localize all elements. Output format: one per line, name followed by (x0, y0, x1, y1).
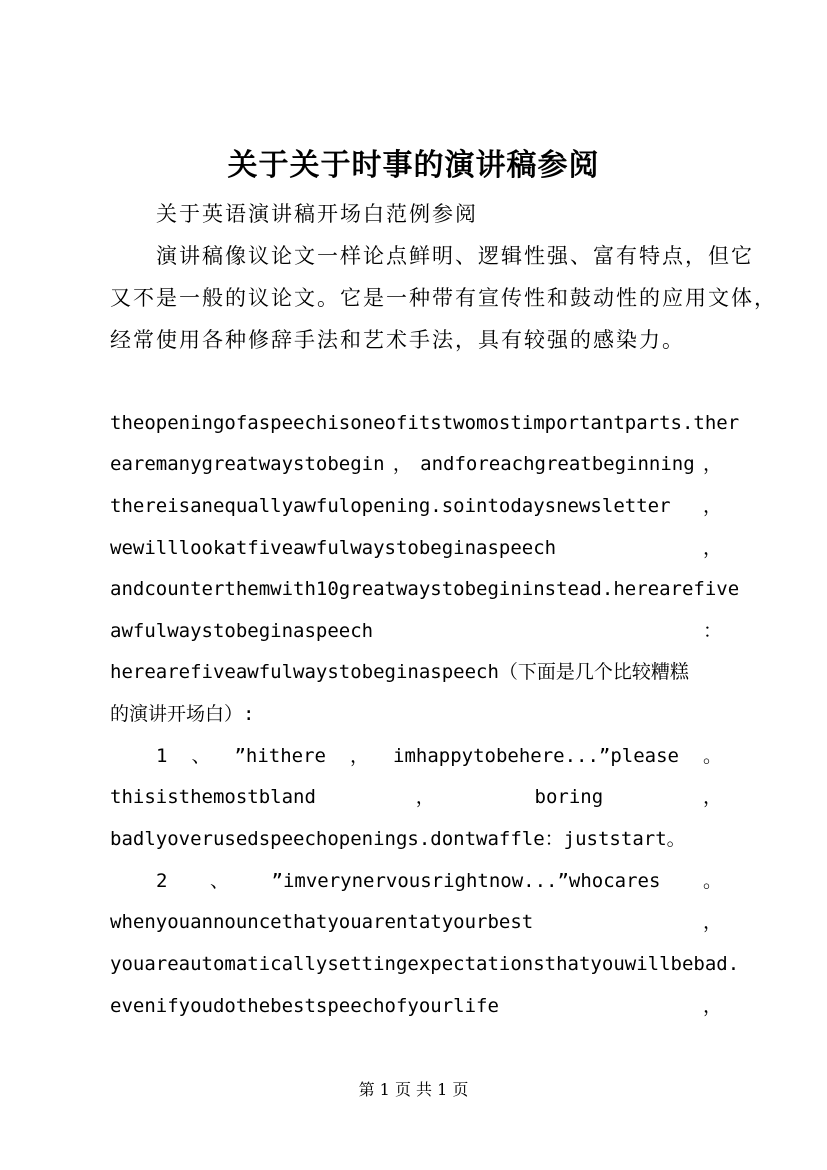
text-fragment: ， (349, 745, 369, 767)
text-fragment: 。 (702, 870, 722, 892)
text-fragment: earemanygreatwaystobegin (110, 453, 385, 475)
text-fragment: ”imverynervousrightnow...”whocares (271, 870, 661, 892)
text-fragment: evenifyoudothebestspeechofyourlife (110, 995, 499, 1017)
body-line-4 (110, 528, 722, 568)
page-title: 关于关于时事的演讲稿参阅 (227, 148, 600, 183)
body-line-7: herearefiveawfulwaystobeginaspeech（下面是几个比较糟糕 (110, 661, 689, 683)
intro-line-1: 演讲稿像议论文一样论点鲜明、逻辑性强、富有特点，但它 (156, 244, 754, 268)
body-line-3 (110, 486, 722, 526)
list-item-1-line-1 (156, 736, 722, 776)
intro-line-2: 又不是一般的议论文。它是一种带有宣传性和鼓动性的应用文体， (110, 286, 777, 310)
list-item-1-line-3: badlyoverusedspeechopenings.dontwaffle：juststart。 (110, 828, 686, 850)
text-fragment: ， (702, 495, 722, 517)
page-footer: 第 1 页 共 1 页 (358, 1080, 469, 1099)
text-fragment: ， (702, 786, 722, 808)
body-line-1: theopeningofaspeechisoneofitstwomostimportantparts.ther (110, 412, 740, 434)
list-item-1-line-2 (110, 777, 722, 817)
body-line-6 (110, 611, 722, 651)
text-fragment: thisisthemostbland (110, 786, 316, 808)
subtitle: 关于英语演讲稿开场白范例参阅 (156, 202, 478, 226)
text-fragment: andforeachgreatbeginning (420, 453, 695, 475)
text-fragment: ， (702, 995, 722, 1017)
text-fragment: ： (702, 620, 722, 642)
text-fragment: 、 (209, 870, 229, 892)
text-fragment: boring (534, 786, 604, 808)
text-fragment: ”hithere (234, 745, 326, 767)
list-item-2-line-3: youareautomaticallysettingexpectationsthatyouwillbebad. (110, 953, 740, 975)
body-line-2 (110, 444, 722, 484)
text-fragment: ， (702, 911, 722, 933)
list-item-2-line-1 (156, 861, 722, 901)
text-fragment: thereisanequallyawfulopening.sointodaysnewsletter (110, 495, 671, 517)
text-fragment: wewilllookatfiveawfulwaystobeginaspeech (110, 537, 557, 559)
text-fragment: 2 (156, 870, 168, 892)
body-line-5: andcounterthemwith10greatwaystobegininstead.herearefive (110, 578, 740, 600)
list-item-2-line-2 (110, 902, 722, 942)
text-fragment: whenyouannouncethatyouarentatyourbest (110, 911, 534, 933)
text-fragment: ， (392, 453, 412, 475)
text-fragment: imhappytobehere...”please (393, 745, 679, 767)
text-fragment: 。 (702, 745, 722, 767)
text-fragment: 、 (191, 745, 211, 767)
text-fragment: ， (702, 453, 722, 475)
list-item-2-line-4 (110, 986, 722, 1026)
intro-line-3: 经常使用各种修辞手法和艺术手法，具有较强的感染力。 (110, 328, 685, 352)
text-fragment: ， (415, 786, 435, 808)
text-fragment: ， (702, 537, 722, 559)
text-fragment: 1 (156, 745, 168, 767)
text-fragment: awfulwaystobeginaspeech (110, 620, 374, 642)
body-line-8: 的演讲开场白）: (110, 703, 255, 725)
